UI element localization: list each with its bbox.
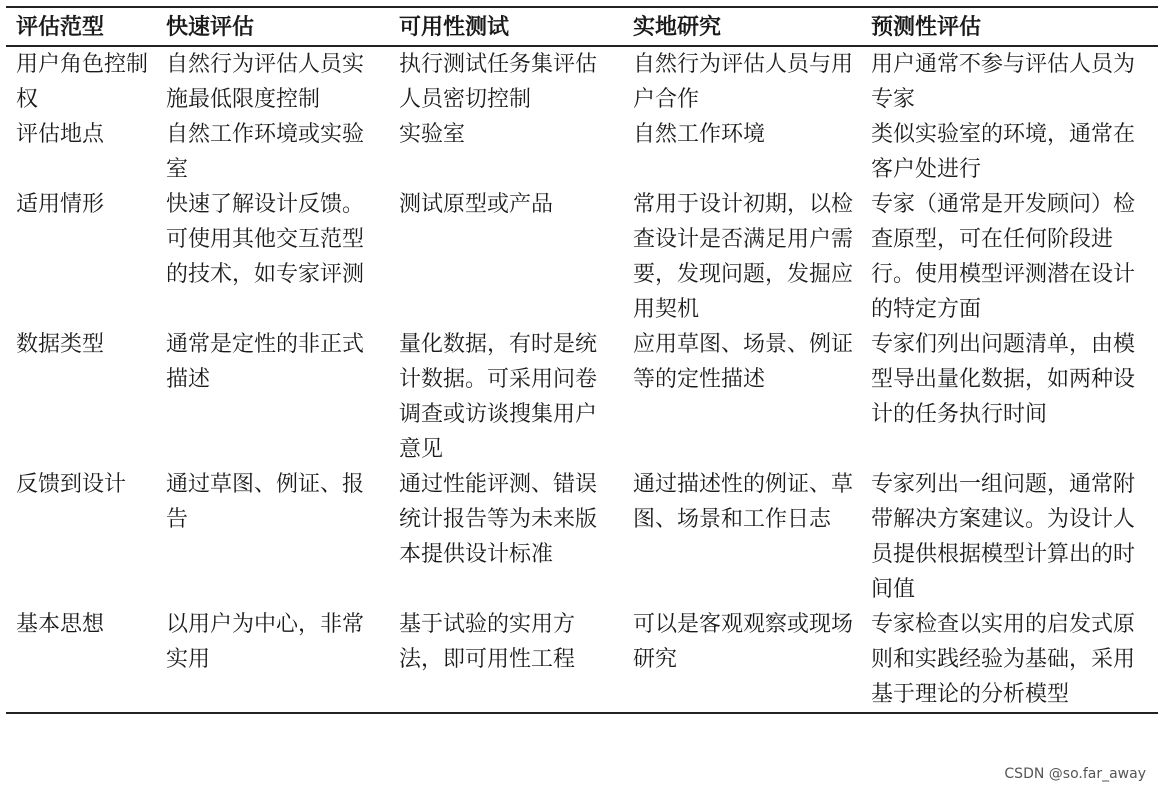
header-predictive-evaluation: 预测性评估 — [861, 10, 1158, 46]
row-label-location: 评估地点 — [16, 122, 105, 147]
table-cell: 用户通常不参与评估人员为专家 — [871, 52, 1136, 112]
table-cell: 专家列出一组问题，通常附带解决方案建议。为设计人员提供根据模型计算出的时间值 — [871, 472, 1136, 602]
row-label-use-case: 适用情形 — [16, 192, 105, 217]
header-field-study: 实地研究 — [623, 10, 861, 46]
table-row — [6, 187, 1158, 327]
table-cell: 以用户为中心，非常实用 — [156, 607, 389, 713]
table-cell: 自然行为评估人员实施最低限度控制 — [166, 52, 365, 112]
table-row — [6, 46, 1158, 117]
table-cell: 自然工作环境或实验室 — [166, 122, 365, 182]
table-cell: 通常是定性的非正式描述 — [166, 332, 365, 392]
row-label-feedback: 反馈到设计 — [16, 472, 127, 497]
table-cell: 应用草图、场景、例证等的定性描述 — [633, 332, 854, 392]
table-cell: 快速了解设计反馈。可使用其他交互范型的技术，如专家评测 — [166, 192, 365, 287]
table-cell: 实验室 — [399, 122, 466, 147]
table-cell: 专家检查以实用的启发式原则和实践经验为基础，采用基于理论的分析模型 — [861, 607, 1158, 713]
table-cell: 专家（通常是开发顾问）检查原型，可在任何阶段进行。使用模型评测潜在设计的特定方面 — [871, 192, 1136, 322]
table-cell: 自然工作环境 — [633, 122, 766, 147]
evaluation-paradigm-table — [6, 10, 1158, 714]
table-row — [6, 117, 1158, 187]
table-cell: 通过草图、例证、报告 — [166, 472, 365, 532]
table-cell: 执行测试任务集评估人员密切控制 — [399, 52, 598, 112]
table-cell: 自然行为评估人员与用户合作 — [633, 52, 854, 112]
row-label-philosophy: 基本思想 — [6, 607, 156, 713]
table-cell: 基于试验的实用方法，即可用性工程 — [389, 607, 623, 713]
table-cell: 量化数据，有时是统计数据。可采用问卷调查或访谈搜集用户意见 — [399, 332, 598, 462]
table-cell: 常用于设计初期，以检查设计是否满足用户需要，发现问题，发掘应用契机 — [633, 192, 854, 322]
table-cell: 类似实验室的环境，通常在客户处进行 — [871, 122, 1136, 182]
header-quick-evaluation: 快速评估 — [156, 10, 389, 46]
watermark: CSDN @so.far_away — [1004, 766, 1146, 782]
row-label-data-type: 数据类型 — [16, 332, 105, 357]
table-cell: 可以是客观观察或现场研究 — [623, 607, 861, 713]
table-cell: 测试原型或产品 — [399, 192, 554, 217]
header-paradigm: 评估范型 — [6, 10, 156, 46]
table-row — [6, 327, 1158, 467]
table-top-rule — [6, 6, 1158, 8]
table-header-row — [6, 10, 1158, 46]
header-usability-testing: 可用性测试 — [389, 10, 623, 46]
table-cell: 专家们列出问题清单，由模型导出量化数据，如两种设计的任务执行时间 — [871, 332, 1136, 427]
table-cell: 通过性能评测、错误统计报告等为未来版本提供设计标准 — [399, 472, 598, 567]
row-label-user-role: 用户角色控制权 — [16, 52, 149, 112]
table-cell: 通过描述性的例证、草图、场景和工作日志 — [633, 472, 854, 532]
table-row — [6, 467, 1158, 607]
table-row — [6, 607, 1158, 713]
